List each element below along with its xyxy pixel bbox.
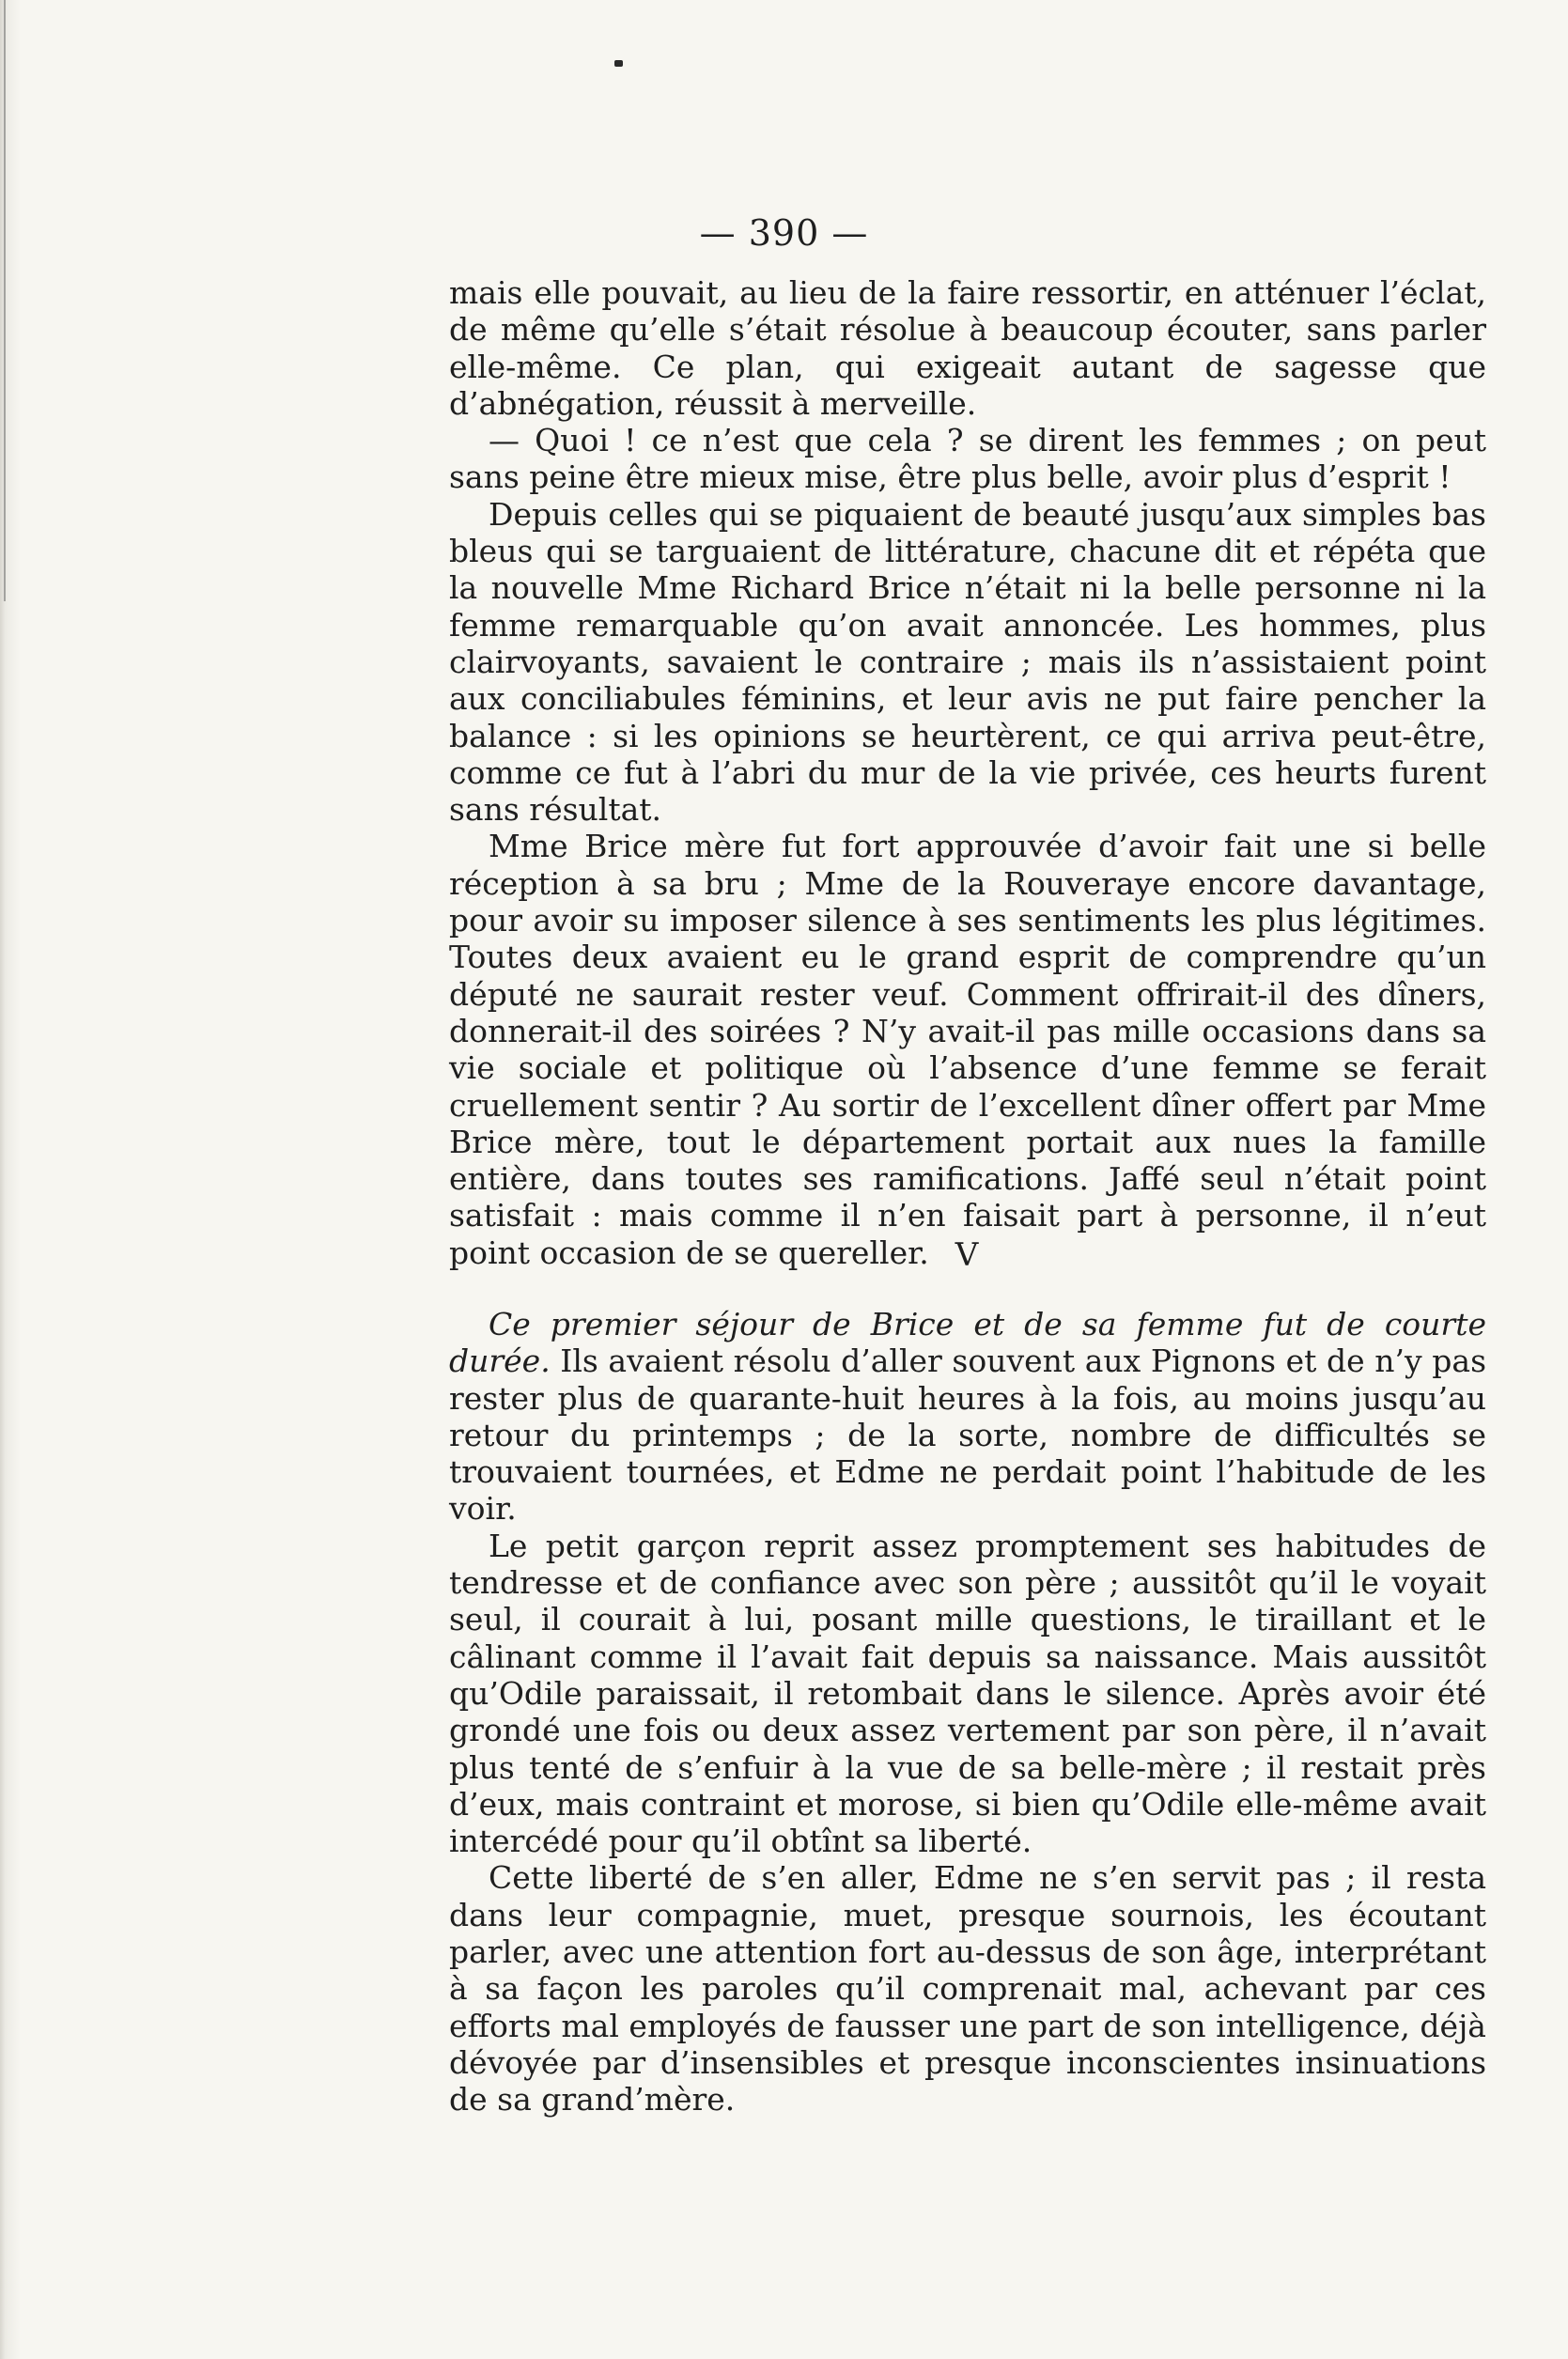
text-block-upper bbox=[449, 274, 1486, 1271]
paragraph-dialogue: — Quoi ! ce n’est que cela ? se dirent les femmes ; on peut sans peine être mieux mise, être plus belle, avoir plus d’esprit ! bbox=[449, 422, 1486, 496]
paragraph: Depuis celles qui se piquaient de beauté jusqu’aux simples bas bleus qui se targuaient de littérature, chacune dit et répéta que la nouvelle Mme Richard Brice n’était ni la belle personne ni la femme remarquable qu’on avait annoncée. Les hommes, plus clairvoyants, savaient le contraire ; mais ils n’assistaient point aux conciliabules féminins, et leur avis ne put faire pencher la balance : si les opinions se heurtèrent, ce qui arriva peut-être, comme ce fut à l’abri du mur de la vie privée, ces heurts furent sans résultat. bbox=[449, 495, 1486, 829]
paragraph: Le petit garçon reprit assez promptement ses habitudes de tendresse et de confiance avec son père ; aussitôt qu’il le voyait seul, il courait à lui, posant mille questions, le tiraillant et le câlinant comme il l’avait fait depuis sa naissance. Mais aussitôt qu’Odile paraissait, il retombait dans le silence. Après avoir été grondé une fois ou deux assez vertement par son père, il n’avait plus tenté de s’enfuir à la vue de sa belle-mère ; il restait près d’eux, mais contraint et morose, si bien qu’Odile elle-même avait intercédé pour qu’il obtînt sa liberté. bbox=[449, 1527, 1486, 1860]
paragraph-section-opening bbox=[449, 1306, 1486, 1528]
scan-edge-shadow bbox=[0, 0, 21, 2359]
page-number: — 390 — bbox=[699, 212, 869, 254]
ink-mark bbox=[614, 60, 623, 67]
section-heading: V bbox=[955, 1236, 981, 1274]
text-block-lower bbox=[449, 1306, 1486, 2118]
italic-lead-sentence: Ce premier séjour de Brice et de sa femme fut de courte durée. bbox=[449, 1306, 1486, 1380]
paragraph: Cette liberté de s’en aller, Edme ne s’en servit pas ; il resta dans leur compagnie, muet, presque sournois, les écoutant parler, avec une attention fort au-dessus de son âge, interprétant à sa façon les paroles qu’il comprenait mal, achevant par ces efforts mal employés de fausser une part de son intelligence, déjà dévoyée par d’insensibles et presque inconscientes insinuations de sa grand’mère. bbox=[449, 1859, 1486, 2118]
paragraph-continuation: mais elle pouvait, au lieu de la faire ressortir, en atténuer l’éclat, de même qu’elle s’était résolue à beaucoup écouter, sans parler elle-même. Ce plan, qui exigeait autant de sagesse que d’abnégation, réussit à merveille. bbox=[449, 274, 1486, 422]
paragraph: Mme Brice mère fut fort approuvée d’avoir fait une si belle réception à sa bru ; Mme de la Rouveraye encore davantage, pour avoir su imposer silence à ses sentiments les plus légitimes. Toutes deux avaient eu le grand esprit de comprendre qu’un député ne saurait rester veuf. Comment offrirait-il des dîners, donnerait-il des soirées ? N’y avait-il pas mille occasions dans sa vie sociale et politique où l’absence d’une femme se ferait cruellement sentir ? Au sortir de l’excellent dîner offert par Mme Brice mère, tout le département portait aux nues la famille entière, dans toutes ses ramifications. Jaffé seul n’était point satisfait : mais comme il n’en faisait part à personne, il n’eut point occasion de se quereller. bbox=[449, 828, 1486, 1271]
scan-edge-line bbox=[4, 0, 6, 601]
paragraph-text: Ils avaient résolu d’aller souvent aux Pignons et de n’y pas rester plus de quarante-huit heures à la fois, au moins jusqu’au retour du printemps ; de la sorte, nombre de difficultés se trouvaient tournées, et Edme ne perdait point l’habitude de les voir. bbox=[449, 1342, 1486, 1528]
